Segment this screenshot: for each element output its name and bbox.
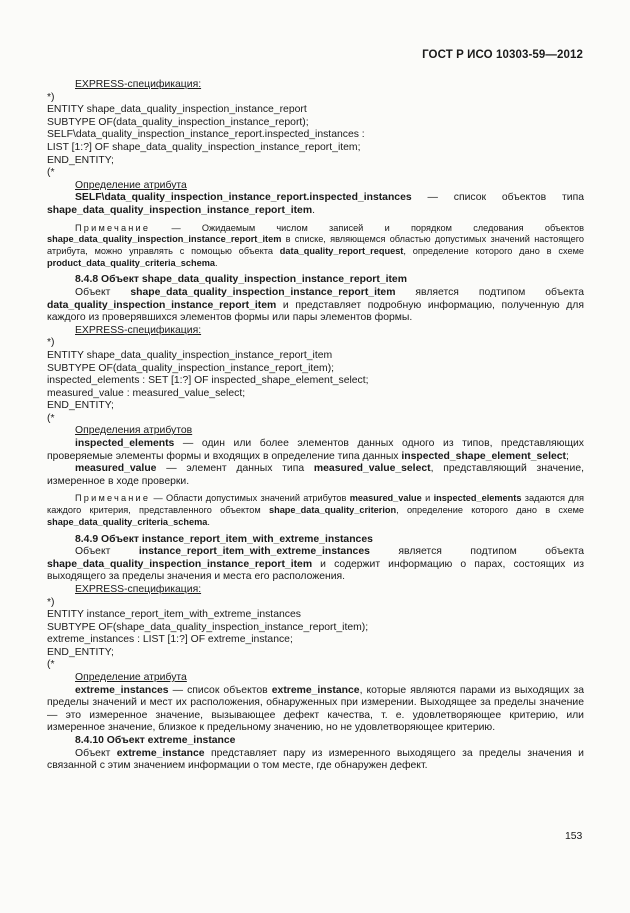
attribute-definition: extreme_instances — список объектов extreme_instance, которые являются парами из выходящих за пределы значений и мест их расположения, обнаруженных при измерении. Выходящее за пределы значение — это измеренное значение, вызывающее дефект качества, т. е. удовлетворяющее критерию, или измеренное значение, близкое к предельному значению, но не удовлетворяющее критерию. [47, 684, 585, 734]
express-spec-label: EXPRESS-спецификация: [75, 79, 202, 90]
code-line: SELF\data_quality_inspection_instance_report.inspected_instances : [47, 129, 365, 141]
code-line: SUBTYPE OF(data_quality_inspection_instance_report_item); [47, 362, 335, 374]
code-line: SUBTYPE OF(shape_data_quality_inspection_instance_report_item); [47, 621, 369, 633]
express-spec-label: EXPRESS-спецификация: [75, 324, 202, 336]
code-line: measured_value : measured_value_select; [47, 387, 246, 399]
code-line: *) [47, 596, 55, 608]
attribute-definition: SELF\data_quality_inspection_instance_report.inspected_instances — список объектов типа shape_data_quality_inspection_instance_report_item. [47, 192, 584, 216]
code-line: END_ENTITY; [47, 154, 114, 166]
note: Примечание — Области допустимых значений атрибутов measured_value и inspected_elements задаются для каждого критерия, представленного объектом shape_data_quality_criterion, определение которого дано в схеме shape_data_quality_criteria_schema. [47, 493, 584, 527]
code-line: ENTITY instance_report_item_with_extreme_instances [47, 609, 301, 621]
page-number: 153 [565, 831, 583, 842]
section-paragraph: Объект extreme_instance представляет пару из измеренного выходящего за пределы значения и связанной с этим значением информации о том месте, где обнаружен дефект. [47, 747, 584, 772]
page-content [47, 79, 584, 773]
express-code-block [47, 92, 584, 180]
express-spec-label: EXPRESS-спецификация: [75, 583, 202, 595]
code-line: inspected_elements : SET [1:?] OF inspected_shape_element_select; [47, 375, 369, 387]
code-line: (* [47, 412, 55, 424]
code-line: *) [47, 91, 55, 103]
code-line: END_ENTITY; [47, 400, 114, 412]
section-heading: 8.4.9 Объект instance_report_item_with_extreme_instances [75, 533, 373, 545]
code-line: LIST [1:?] OF shape_data_quality_inspection_instance_report_item; [47, 141, 361, 153]
code-line: *) [47, 337, 55, 349]
code-line: extreme_instances : LIST [1:?] OF extreme_instance; [47, 634, 293, 646]
code-line: END_ENTITY; [47, 646, 114, 658]
note-tag: Примечание [75, 222, 151, 233]
code-line: ENTITY shape_data_quality_inspection_instance_report_item [47, 349, 333, 361]
attribute-definition-label: Определение атрибута [75, 179, 187, 191]
code-line: (* [47, 659, 55, 671]
express-code-block [47, 337, 584, 425]
code-line: (* [47, 167, 55, 179]
attribute-definition: measured_value — элемент данных типа measured_value_select, представляющий значение, измеренное в ходе проверки. [47, 463, 584, 487]
section-paragraph: Объект instance_report_item_with_extreme_instances является подтипом объекта shape_data_quality_inspection_instance_report_item и содержит информацию о парах, состоящих из выходящего за пределы значения и места его расположения. [47, 546, 584, 583]
section-heading: 8.4.10 Объект extreme_instance [75, 735, 236, 747]
note: Примечание — Ожидаемым числом записей и порядком следования объектов shape_data_quality_inspection_instance_report_item в списке, являющемся областью допустимых значений настоящего атрибута, можно управлять с помощью объекта data_quality_report_request, определение которого дано в схеме product_data_quality_criteria_schema. [47, 222, 584, 268]
section-paragraph: Объект shape_data_quality_inspection_instance_report_item является подтипом объекта data_quality_inspection_instance_report_item и представляет подробную информацию, полученную для каждого из проверявшихся элементов формы или пары элементов формы. [47, 286, 584, 324]
code-line: ENTITY shape_data_quality_inspection_instance_report [47, 104, 307, 116]
attribute-type: shape_data_quality_inspection_instance_report_item [47, 204, 313, 216]
attribute-name: SELF\data_quality_inspection_instance_report.inspected_instances [75, 192, 412, 204]
note-tag: Примечание [75, 493, 151, 504]
attribute-definition-label: Определение атрибута [75, 672, 187, 684]
attribute-definitions-label: Определения атрибутов [75, 425, 193, 437]
attribute-definition: inspected_elements — один или более элементов данных одного из типов, представляющих проверяемые элементы формы и входящих в определение типа данных inspected_shape_element_select; [47, 438, 584, 462]
standard-header: ГОСТ Р ИСО 10303-59—2012 [422, 49, 583, 61]
code-line: SUBTYPE OF(data_quality_inspection_instance_report); [47, 116, 309, 128]
section-heading: 8.4.8 Объект shape_data_quality_inspection_instance_report_item [75, 274, 407, 286]
express-code-block [47, 597, 584, 673]
